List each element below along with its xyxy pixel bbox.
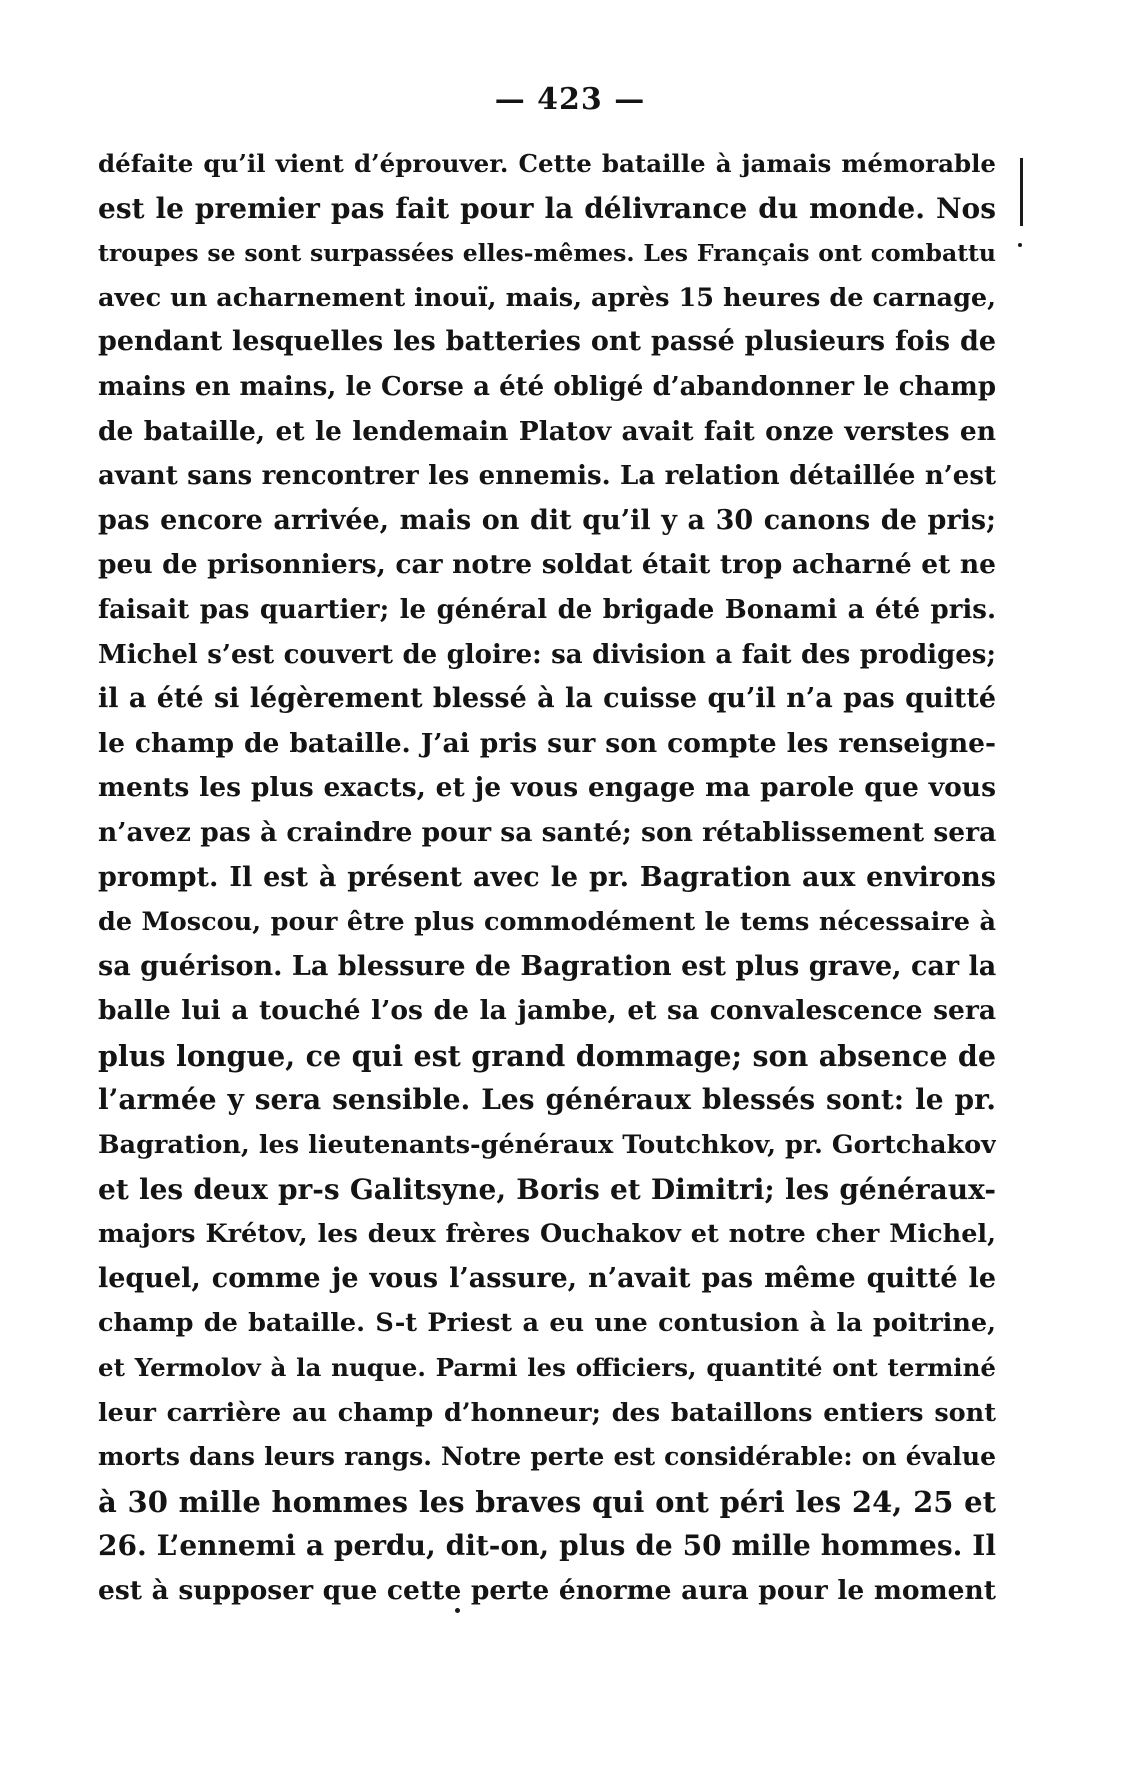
margin-rule — [1020, 158, 1023, 226]
text-line: et Yermolov à la nuque. Parmi les officiers, quantité ont terminé — [98, 1353, 996, 1383]
text-line: avant sans rencontrer les ennemis. La relation détaillée n’est — [98, 461, 996, 492]
text-line: de Moscou, pour être plus commodément le tems nécessaire à — [98, 907, 996, 938]
text-line: troupes se sont surpassées elles-mêmes. Les Français ont combattu — [98, 239, 996, 268]
text-line: ments les plus exacts, et je vous engage ma parole que vous — [98, 772, 996, 804]
text-line: est à supposer que cette perte énorme aura pour le moment — [98, 1575, 996, 1606]
text-line: majors Krétov, les deux frères Ouchakov et notre cher Michel, — [98, 1219, 996, 1250]
text-line: lequel, comme je vous l’assure, n’avait pas même quitté le — [98, 1262, 996, 1294]
text-line: prompt. Il est à présent avec le pr. Bagration aux environs — [98, 861, 996, 893]
text-line: avec un acharnement inouï, mais, après 15 heures de carnage, — [98, 282, 996, 313]
text-line: 26. L’ennemi a perdu, dit-on, plus de 50 mille hommes. Il — [98, 1529, 996, 1563]
text-line: et les deux pr-s Galitsyne, Boris et Dimitri; les généraux- — [98, 1172, 996, 1206]
text-line: pendant lesquelles les batteries ont passé plusieurs fois de — [98, 326, 996, 358]
text-line: Bagration, les lieutenants-généraux Toutchkov, pr. Gortchakov — [98, 1130, 996, 1161]
margin-mark — [1018, 243, 1022, 247]
text-line: balle lui a touché l’os de la jambe, et sa convalescence sera — [98, 995, 996, 1027]
text-line: défaite qu’il vient d’éprouver. Cette bataille à jamais mémorable — [98, 149, 996, 178]
text-line: n’avez pas à craindre pour sa santé; son rétablissement sera — [98, 816, 996, 848]
text-line: peu de prisonniers, car notre soldat était trop acharné et ne — [98, 549, 996, 581]
text-line: sa guérison. La blessure de Bagration est plus grave, car la — [98, 950, 996, 982]
text-line: pas encore arrivée, mais on dit qu’il y a 30 canons de pris; — [98, 504, 996, 536]
text-line: morts dans leurs rangs. Notre perte est considérable: on évalue — [98, 1442, 996, 1472]
text-line: faisait pas quartier; le général de brigade Bonami a été pris. — [98, 594, 996, 625]
text-line: à 30 mille hommes les braves qui ont péri les 24, 25 et — [98, 1484, 996, 1519]
text-line: le champ de bataille. J’ai pris sur son compte les renseigne- — [98, 727, 996, 759]
text-line: leur carrière au champ d’honneur; des bataillons entiers sont — [98, 1397, 996, 1428]
text-line: plus longue, ce qui est grand dommage; son absence de — [98, 1038, 996, 1073]
text-line: il a été si légèrement blessé à la cuisse qu’il n’a pas quitté — [98, 683, 996, 715]
text-line: de bataille, et le lendemain Platov avait fait onze verstes en — [98, 415, 996, 447]
body-text — [98, 142, 996, 1614]
text-line: champ de bataille. S-t Priest a eu une contusion à la poitrine, — [98, 1308, 996, 1339]
page-number: — 423 — — [494, 82, 646, 117]
text-line: l’armée y sera sensible. Les généraux blessés sont: le pr. — [98, 1083, 996, 1117]
text-line: mains en mains, le Corse a été obligé d’abandonner le champ — [98, 371, 996, 402]
text-line: est le premier pas fait pour la délivrance du monde. Nos — [98, 191, 996, 225]
text-line: Michel s’est couvert de gloire: sa division a fait des prodiges; — [98, 639, 996, 670]
